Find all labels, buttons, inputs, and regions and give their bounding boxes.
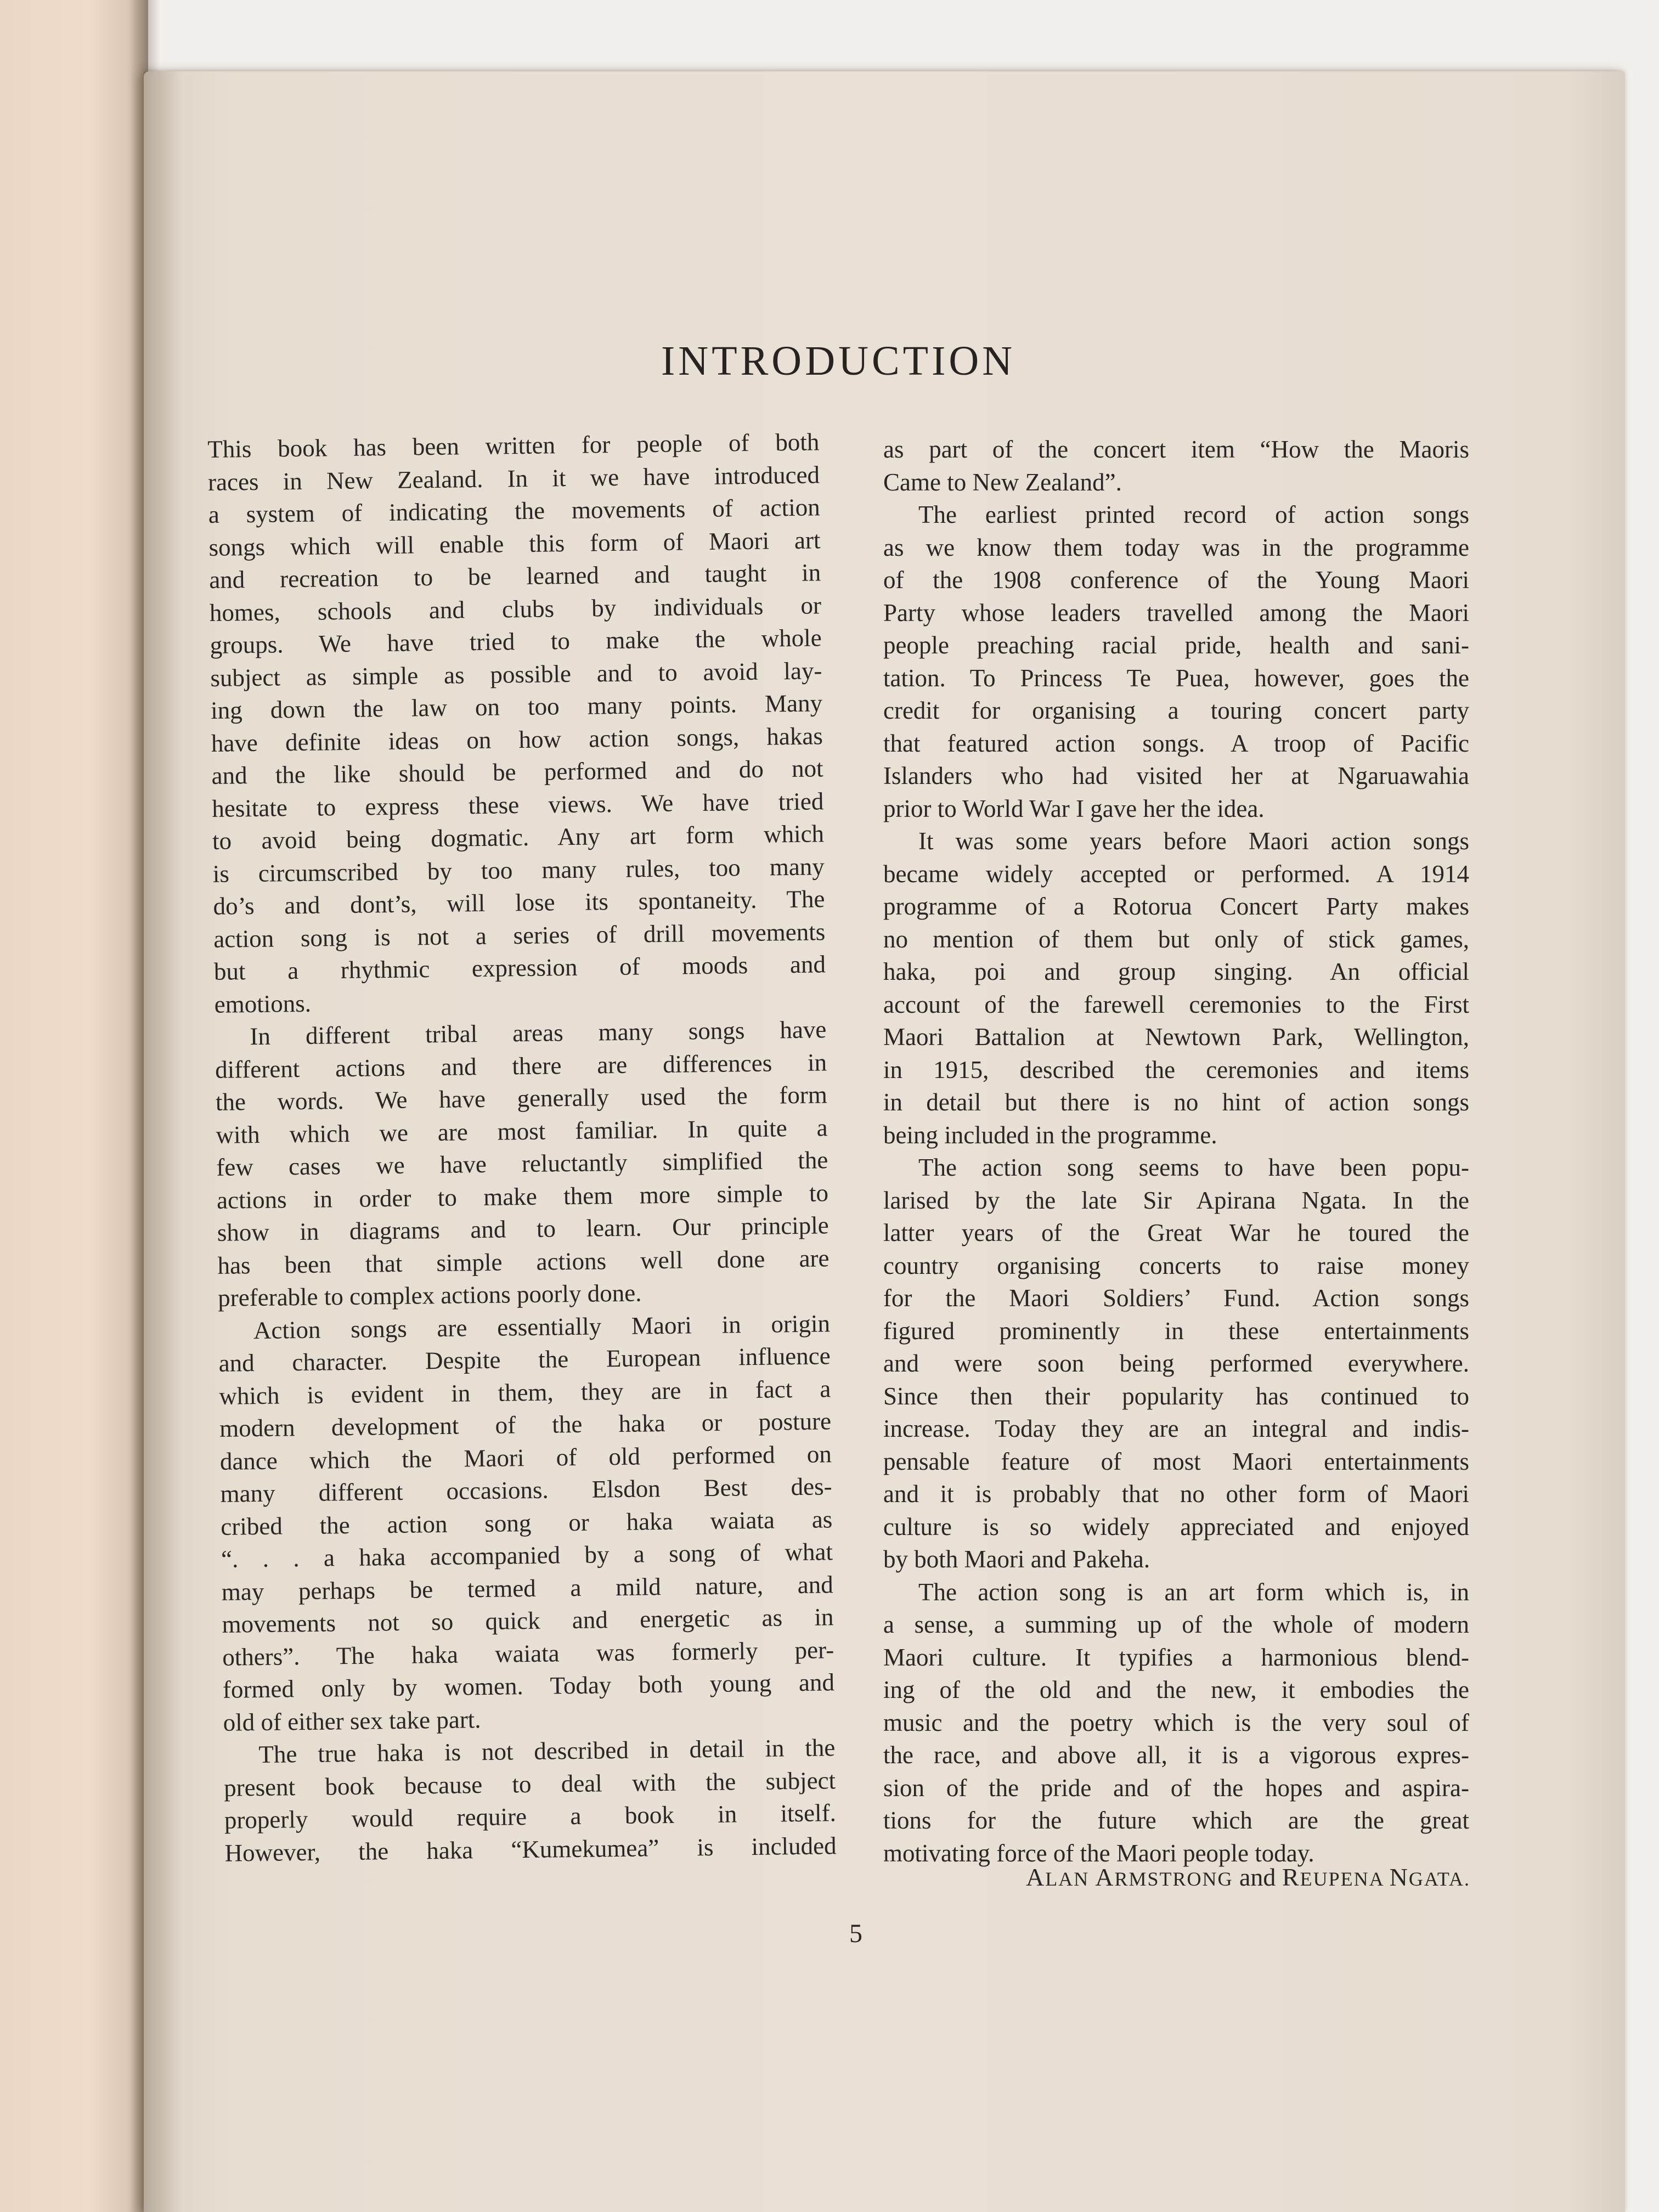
text-line: The action song is an art form which is, in [918, 1578, 1469, 1606]
text-line: the words. We have generally used the form [215, 1081, 828, 1116]
signature-part: and [1233, 1863, 1282, 1891]
signature-part: RMSTRONG [1114, 1868, 1233, 1890]
text-line: do’s and dont’s, will lose its spontaneity. The [213, 885, 825, 920]
text-line: but a rhythmic expression of moods and [213, 950, 826, 985]
text-line: songs which will enable this form of Maori art [208, 526, 821, 561]
text-line: action song is not a series of drill movements [213, 917, 826, 953]
text-line: This book has been written for people of both [207, 428, 820, 463]
text-line: the race, and above all, it is a vigorous expres- [883, 1741, 1469, 1769]
text-line: movements not so quick and energetic as in [222, 1603, 834, 1638]
text-line: different actions and there are differences in [215, 1048, 827, 1084]
text-line: larised by the late Sir Apirana Ngata. In the [883, 1186, 1469, 1214]
text-line: in detail but there is no hint of action songs [883, 1088, 1469, 1116]
text-line: few cases we have reluctantly simplified the [216, 1146, 828, 1181]
text-line: and character. Despite the European influence [218, 1342, 831, 1377]
text-line: tation. To Princess Te Puea, however, goes the [883, 664, 1469, 692]
text-line: music and the poetry which is the very soul of [883, 1708, 1469, 1736]
text-line: as part of the concert item “How the Maoris [883, 436, 1469, 463]
text-line: as we know them today was in the programme [883, 533, 1469, 561]
text-line: Party whose leaders travelled among the Maori [883, 599, 1469, 627]
text-line: dance which the Maori of old performed on [219, 1440, 832, 1475]
text-line: increase. Today they are an integral and indis- [883, 1415, 1469, 1442]
signature-part: N [1389, 1863, 1409, 1891]
text-line: a system of indicating the movements of action [208, 493, 821, 528]
signature-part: A [1026, 1863, 1046, 1891]
text-line: modern development of the haka or posture [219, 1407, 832, 1442]
signature-part: LAN [1045, 1868, 1096, 1890]
right-text-column [883, 433, 1469, 1870]
text-line: credit for organising a touring concert party [883, 697, 1469, 724]
text-line: figured prominently in these entertainments [883, 1317, 1469, 1345]
text-line: homes, schools and clubs by individuals or [209, 591, 822, 627]
left-text-column [207, 426, 837, 1869]
text-line: Action songs are essentially Maori in origin [253, 1309, 831, 1344]
text-line: is circumscribed by too many rules, too many [212, 852, 825, 888]
text-line: The action song seems to have been popu- [918, 1154, 1469, 1181]
signature-part: A [1095, 1863, 1115, 1891]
text-line: “. . . a haka accompanied by a song of what [221, 1538, 833, 1573]
page-title: INTRODUCTION [661, 338, 1016, 384]
author-signature [955, 1863, 1470, 1892]
text-line: and were soon being performed everywhere. [883, 1350, 1469, 1377]
text-line: pensable feature of most Maori entertainments [883, 1447, 1469, 1475]
text-line: of the 1908 conference of the Young Maori [883, 566, 1469, 594]
text-line: The true haka is not described in detail in the [258, 1734, 836, 1769]
text-line: properly would require a book in itself. [224, 1799, 837, 1834]
text-line: people preaching racial pride, health and sani- [883, 631, 1469, 659]
facing-page-edge [0, 0, 148, 2212]
text-line: which is evident in them, they are in fact a [219, 1374, 831, 1410]
text-line: country organising concerts to raise money [883, 1251, 1469, 1279]
text-line: Maori Battalion at Newtown Park, Wellington, [883, 1023, 1469, 1051]
text-line: no mention of them but only of stick games, [883, 925, 1469, 953]
text-line: became widely accepted or performed. A 1914 [883, 860, 1469, 888]
text-line: cribed the action song or haka waiata as [221, 1505, 833, 1541]
text-line: subject as simple as possible and to avoid lay- [210, 656, 822, 692]
text-line: may perhaps be termed a mild nature, and [221, 1570, 834, 1606]
page-number: 5 [849, 1919, 862, 1948]
text-line: in 1915, described the ceremonies and items [883, 1056, 1469, 1084]
text-line: Came to New Zealand”. [883, 468, 1122, 496]
text-line: show in diagrams and to learn. Our principle [217, 1211, 830, 1246]
text-line: Islanders who had visited her at Ngaruawahia [883, 762, 1469, 789]
text-line: Since then their popularity has continued to [883, 1382, 1469, 1410]
text-line: ing of the old and the new, it embodies the [883, 1676, 1469, 1703]
text-line: preferable to complex actions poorly done. [217, 1279, 642, 1312]
signature-part: EUPENA [1300, 1868, 1390, 1890]
text-line: that featured action songs. A troop of Pacific [883, 729, 1469, 757]
text-line: has been that simple actions well done are [217, 1244, 830, 1279]
text-line: to avoid being dogmatic. Any art form which [212, 820, 825, 855]
signature-part: GATA. [1408, 1868, 1470, 1890]
text-line: The earliest printed record of action songs [918, 501, 1469, 528]
text-line: haka, poi and group singing. An official [883, 958, 1469, 985]
text-line: Maori culture. It typifies a harmonious blend- [883, 1643, 1469, 1671]
text-line: account of the farewell ceremonies to the First [883, 990, 1469, 1018]
text-line: being included in the programme. [883, 1121, 1217, 1149]
text-line: sion of the pride and of the hopes and aspira- [883, 1774, 1469, 1802]
text-line: groups. We have tried to make the whole [210, 624, 822, 659]
text-line: formed only by women. Today both young and [222, 1668, 835, 1703]
text-line: a sense, a summing up of the whole of modern [883, 1611, 1469, 1638]
text-line: tions for the future which are the great [883, 1807, 1469, 1834]
text-line: and recreation to be learned and taught in [208, 558, 821, 594]
text-line: latter years of the Great War he toured the [883, 1219, 1469, 1246]
text-line: old of either sex take part. [223, 1705, 481, 1736]
text-line: for the Maori Soldiers’ Fund. Action songs [883, 1284, 1469, 1312]
text-line: culture is so widely appreciated and enjoyed [883, 1513, 1469, 1541]
text-line: and the like should be performed and do not [211, 754, 823, 789]
text-line: prior to World War I gave her the idea. [883, 794, 1265, 822]
text-line: with which we are most familiar. In quite a [216, 1113, 828, 1149]
text-line: In different tribal areas many songs have [250, 1015, 827, 1051]
text-line: have definite ideas on how action songs, hakas [211, 721, 823, 757]
text-line: motivating force of the Maori people today. [883, 1839, 1314, 1867]
text-line: emotions. [214, 989, 312, 1018]
text-line: hesitate to express these views. We have tried [212, 787, 824, 822]
text-line: actions in order to make them more simple to [216, 1178, 829, 1214]
text-line: others”. The haka waiata was formerly per- [222, 1635, 834, 1671]
text-line: ing down the law on too many points. Many [210, 689, 823, 724]
text-line: It was some years before Maori action songs [918, 827, 1469, 855]
signature-part: R [1282, 1863, 1300, 1891]
text-line: However, the haka “Kumekumea” is included [224, 1831, 837, 1867]
text-line: programme of a Rotorua Concert Party makes [883, 893, 1469, 920]
text-line: present book because to deal with the subject [223, 1766, 836, 1802]
text-line: races in New Zealand. In it we have introduced [207, 460, 820, 496]
text-line: by both Maori and Pakeha. [883, 1545, 1150, 1573]
text-line: and it is probably that no other form of Maori [883, 1480, 1469, 1508]
text-line: many different occasions. Elsdon Best des- [220, 1472, 832, 1508]
